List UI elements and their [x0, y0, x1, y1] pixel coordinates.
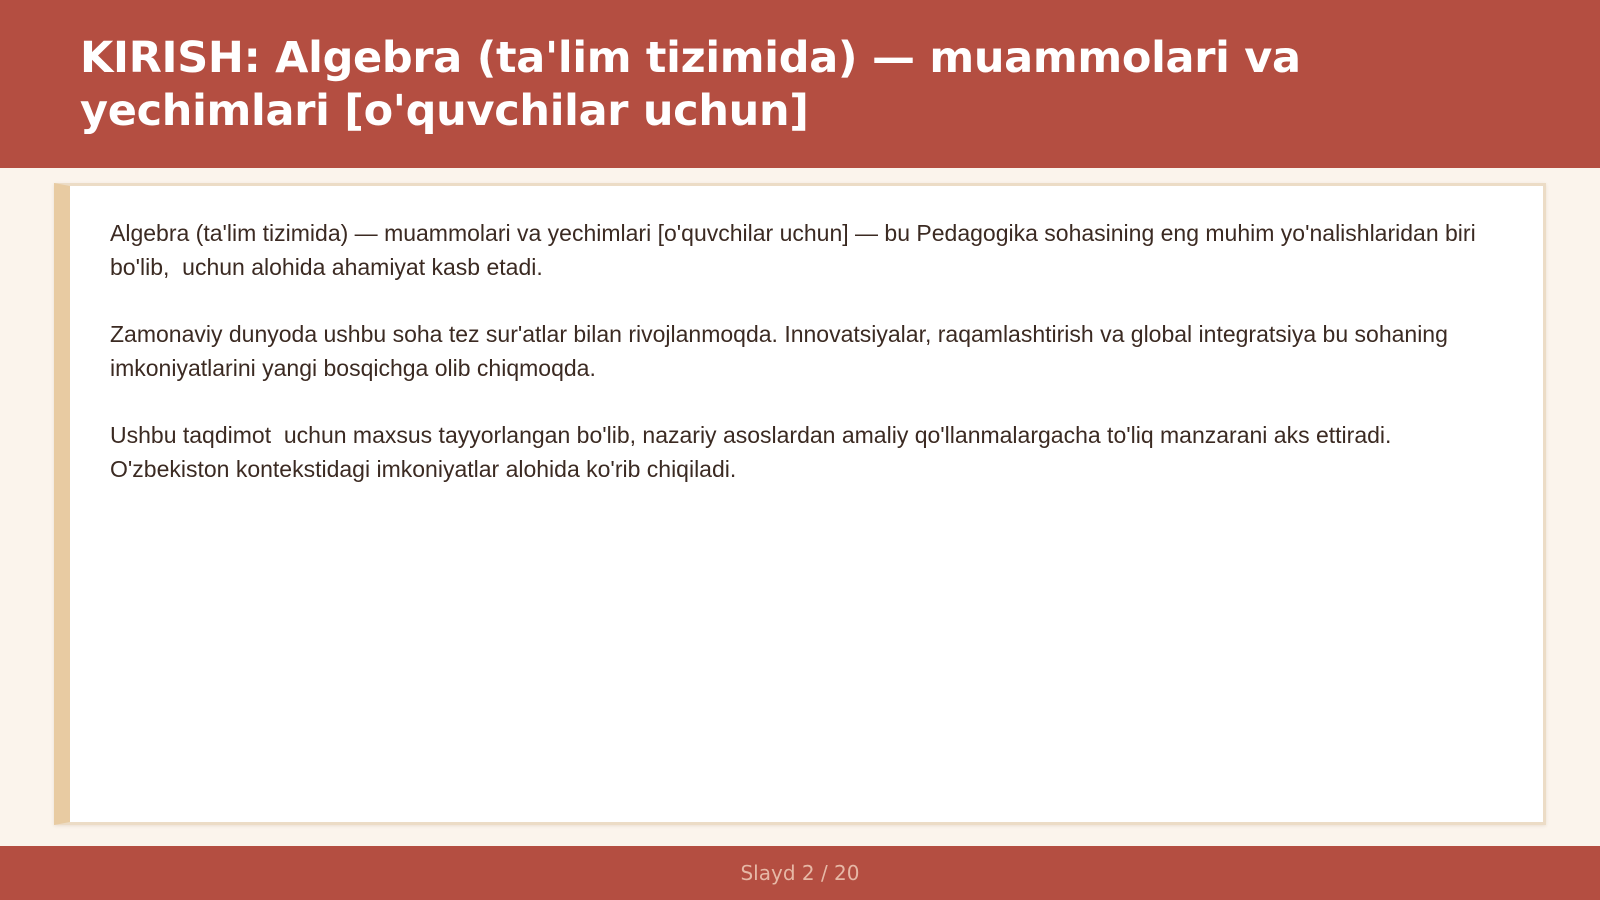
- paragraph-presentation-purpose: Ushbu taqdimot uchun maxsus tayyorlangan bo'lib, nazariy asoslardan amaliy qo'llanmalargacha to'liq manzarani aks ettiradi. O'zbekiston kontekstidagi imkoniyatlar alohida ko'rib chiqiladi.: [110, 422, 1398, 482]
- paragraph-intro: Algebra (ta'lim tizimida) — muammolari va yechimlari [o'quvchilar uchun] — bu Pedagogika sohasining eng muhim yo'nalishlaridan biri bo'lib, uchun alohida ahamiyat kasb etadi.: [110, 220, 1483, 280]
- slide-number: Slayd 2 / 20: [740, 861, 860, 885]
- slide-header: [0, 0, 1600, 168]
- slide-footer: [0, 846, 1600, 900]
- content-card: [54, 183, 1546, 825]
- slide-title: KIRISH: Algebra (ta'lim tizimida) — muammolari va yechimlari [o'quvchilar uchun]: [80, 33, 1301, 136]
- paragraph-modern-world: Zamonaviy dunyoda ushbu soha tez sur'atlar bilan rivojlanmoqda. Innovatsiyalar, raqamlashtirish va global integratsiya bu sohaning imkoniyatlarini yangi bosqichga olib chiqmoqda.: [110, 321, 1455, 381]
